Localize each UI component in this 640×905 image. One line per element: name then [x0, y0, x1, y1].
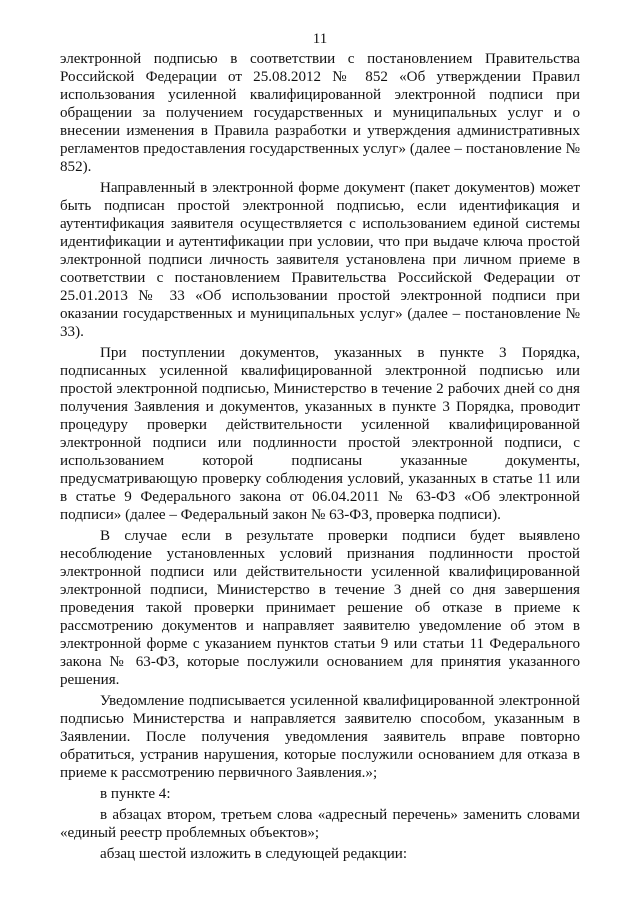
- document-body: [60, 50, 580, 863]
- paragraph-signature-check: При поступлении документов, указанных в пункте 3 Порядка, подписанных усиленной квалифицированной электронной подписью или простой электронной подписью, Министерство в течение 2 рабочих дней со дня получения Заявления и документов, указанных в пункте 3 Порядка, проводит процедуру проверки действительности усиленной квалифицированной электронной подписи или подлинности простой электронной подписи, с использованием которой подписаны указанные документы, предусматривающую проверку соблюдения условий, указанных в статье 11 или в статье 9 Федерального закона от 06.04.2011 № 63-ФЗ «Об электронной подписи» (далее – Федеральный закон № 63-ФЗ, проверка подписи).: [60, 345, 580, 523]
- paragraph-check-failure: В случае если в результате проверки подписи будет выявлено несоблюдение установленных условий признания подлинности простой электронной подписи или действительности усиленной квалифицированной электронной подписи, Министерство в течение 3 дней со дня завершения проведения такой проверки принимает решение об отказе в приеме к рассмотрению документов и направляет заявителю уведомление об этом в электронной форме с указанием пунктов статьи 9 или статьи 11 Федерального закона № 63-ФЗ, которые послужили основанием для принятия указанного решения.: [60, 528, 580, 688]
- paragraph-point-4: в пункте 4:: [100, 786, 171, 802]
- paragraph-replace-words: в абзацах втором, третьем слова «адресный перечень» заменить словами «единый реестр проблемных объектов»;: [60, 807, 580, 841]
- paragraph-sixth-subparagraph: абзац шестой изложить в следующей редакции:: [100, 846, 408, 862]
- paragraph-simple-signature: Направленный в электронной форме документ (пакет документов) может быть подписан простой электронной подписью, если идентификация и аутентификация заявителя осуществляется с использованием единой системы идентификации и аутентификации при условии, что при выдаче ключа простой электронной подписи личность заявителя установлена при личном приеме в соответствии с постановлением Правительства Российской Федерации от 25.01.2013 № 33 «Об использовании простой электронной подписи при оказании государственных и муниципальных услуг» (далее – постановление № 33).: [60, 180, 580, 340]
- page-number: 11: [312, 31, 328, 47]
- paragraph-continuation: электронной подписью в соответствии с постановлением Правительства Российской Федерации от 25.08.2012 № 852 «Об утверждении Правил использования усиленной квалифицированной электронной подписи при обращении за получением государственных и муниципальных услуг и о внесении изменения в Правила разработки и утверждения административных регламентов предоставления государственных услуг» (далее – постановление № 852).: [60, 51, 580, 175]
- paragraph-notification: Уведомление подписывается усиленной квалифицированной электронной подписью Министерства и направляется заявителю способом, указанным в Заявлении. После получения уведомления заявитель вправе повторно обратиться, устранив нарушения, которые послужили основанием для отказа в приеме к рассмотрению первичного Заявления.»;: [60, 693, 580, 781]
